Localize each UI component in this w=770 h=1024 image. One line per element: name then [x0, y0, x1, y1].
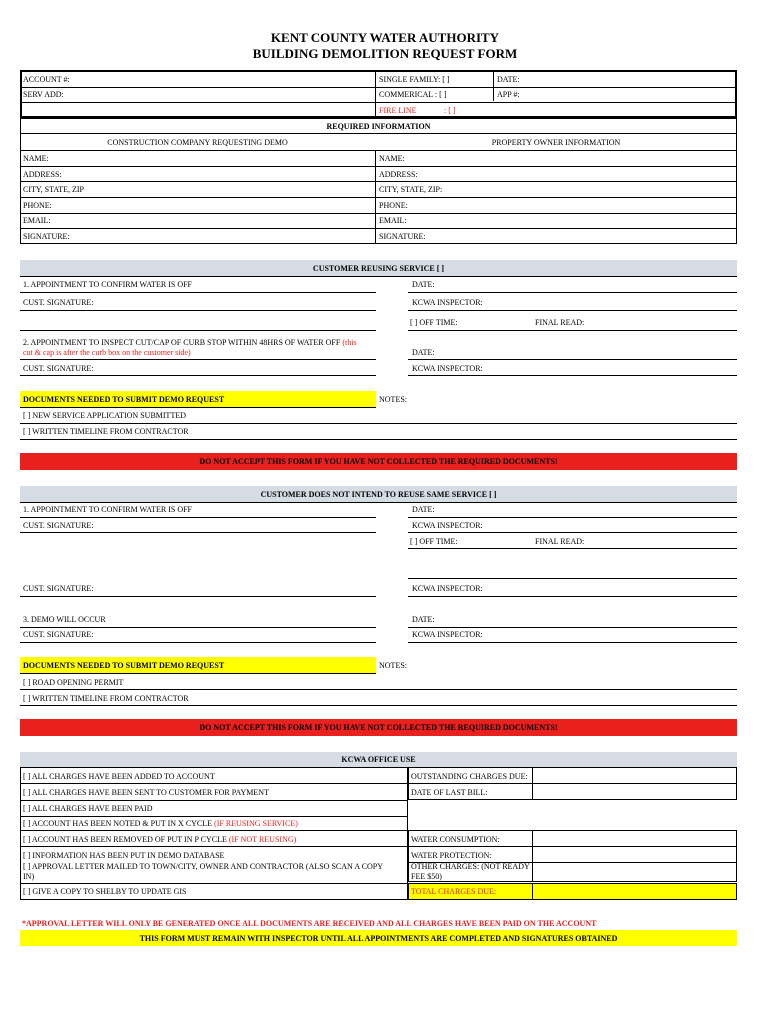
- noreuse-docs-title: DOCUMENTS NEEDED TO SUBMIT DEMO REQUEST: [23, 661, 225, 670]
- office-section-title: KCWA OFFICE USE: [341, 755, 416, 764]
- reuse-cust-signature-2[interactable]: CUST. SIGNATURE:: [23, 364, 94, 373]
- commercial-checkbox[interactable]: COMMERICAL : [ ]: [379, 90, 447, 99]
- contractor-email-field[interactable]: EMAIL:: [23, 216, 51, 225]
- reuse-appt1-date[interactable]: DATE:: [412, 280, 435, 289]
- required-info-title: REQUIRED INFORMATION: [326, 122, 431, 131]
- noreuse-cust-signature-1[interactable]: CUST. SIGNATURE:: [23, 521, 94, 530]
- noreuse-demo-label: 3. DEMO WILL OCCUR: [23, 615, 106, 624]
- noreuse-notes-label[interactable]: NOTES:: [379, 661, 407, 670]
- reuse-cust-signature-1[interactable]: CUST. SIGNATURE:: [23, 298, 94, 307]
- office-item-approval-letter[interactable]: [ ] APPROVAL LETTER MAILED TO TOWN/CITY, OWNER AND CONTRACTOR (ALSO SCAN A COPY: [23, 862, 384, 871]
- noreuse-doc-road-permit[interactable]: [ ] ROAD OPENING PERMIT: [23, 678, 124, 687]
- warning-text-2: DO NOT ACCEPT THIS FORM IF YOU HAVE NOT COLLECTED THE REQUIRED DOCUMENTS!: [199, 723, 558, 732]
- noreuse-doc-timeline[interactable]: [ ] WRITTEN TIMELINE FROM CONTRACTOR: [23, 694, 189, 703]
- owner-email-field[interactable]: EMAIL:: [379, 216, 407, 225]
- reuse-appt2-label: 2. APPOINTMENT TO INSPECT CUT/CAP OF CURB STOP WITHIN 48HRS OF WATER OFF (this: [23, 338, 357, 347]
- last-bill-date-field[interactable]: DATE OF LAST BILL:: [411, 788, 488, 797]
- warning-text-1: DO NOT ACCEPT THIS FORM IF YOU HAVE NOT COLLECTED THE REQUIRED DOCUMENTS!: [199, 457, 558, 466]
- property-owner-heading: PROPERTY OWNER INFORMATION: [491, 138, 621, 147]
- water-consumption-field[interactable]: WATER CONSUMPTION:: [411, 835, 500, 844]
- reuse-section-title[interactable]: CUSTOMER REUSING SERVICE [ ]: [312, 264, 445, 273]
- owner-name-field[interactable]: NAME:: [379, 154, 405, 163]
- noreuse-section-title[interactable]: CUSTOMER DOES NOT INTEND TO REUSE SAME SERVICE [ ]: [260, 490, 497, 499]
- noreuse-demo-date[interactable]: DATE:: [412, 615, 435, 624]
- approval-note: *APPROVAL LETTER WILL ONLY BE GENERATED ONCE ALL DOCUMENTS ARE RECEIVED AND ALL CHARGES HAVE BEEN PAID ON THE ACCOUNT: [22, 919, 597, 928]
- reuse-appt1-label: 1. APPOINTMENT TO CONFIRM WATER IS OFF: [23, 280, 192, 289]
- office-item-p-cycle[interactable]: [ ] ACCOUNT HAS BEEN REMOVED OF PUT IN P CYCLE (IF NOT REUSING): [23, 835, 297, 844]
- reuse-notes-label[interactable]: NOTES:: [379, 395, 407, 404]
- account-field[interactable]: ACCOUNT #:: [23, 75, 70, 84]
- office-item-charges-paid[interactable]: [ ] ALL CHARGES HAVE BEEN PAID: [23, 804, 153, 813]
- reuse-inspector-2[interactable]: KCWA INSPECTOR:: [412, 364, 483, 373]
- noreuse-appt1-date[interactable]: DATE:: [412, 505, 435, 514]
- reuse-off-time-checkbox[interactable]: [ ] OFF TIME:: [410, 318, 458, 327]
- contractor-address-field[interactable]: ADDRESS:: [23, 170, 62, 179]
- fire-line-checkbox[interactable]: : [ ]: [444, 106, 456, 115]
- contractor-name-field[interactable]: NAME:: [23, 154, 49, 163]
- office-item-gis[interactable]: [ ] GIVE A COPY TO SHELBY TO UPDATE GIS: [23, 887, 187, 896]
- reuse-inspector-1[interactable]: KCWA INSPECTOR:: [412, 298, 483, 307]
- noreuse-appt1-label: 1. APPOINTMENT TO CONFIRM WATER IS OFF: [23, 505, 192, 514]
- form-title: BUILDING DEMOLITION REQUEST FORM: [252, 46, 518, 61]
- other-charges-note: FEE $50): [411, 872, 442, 881]
- owner-signature-field[interactable]: SIGNATURE:: [379, 232, 426, 241]
- footer-banner-text: THIS FORM MUST REMAIN WITH INSPECTOR UNTIL ALL APPOINTMENTS ARE COMPLETED AND SIGNATURES OBTAINED: [139, 934, 618, 943]
- other-charges-field[interactable]: OTHER CHARGES: (NOT READY: [411, 862, 530, 871]
- app-field[interactable]: APP #:: [497, 90, 520, 99]
- fire-line-label: FIRE LINE: [379, 106, 417, 115]
- reuse-doc-timeline[interactable]: [ ] WRITTEN TIMELINE FROM CONTRACTOR: [23, 427, 189, 436]
- noreuse-cust-signature-2[interactable]: CUST. SIGNATURE:: [23, 584, 94, 593]
- office-item-demo-database[interactable]: [ ] INFORMATION HAS BEEN PUT IN DEMO DATABASE: [23, 851, 225, 860]
- reuse-doc-new-service[interactable]: [ ] NEW SERVICE APPLICATION SUBMITTED: [23, 411, 186, 420]
- contractor-phone-field[interactable]: PHONE:: [23, 201, 52, 210]
- office-item-charges-sent[interactable]: [ ] ALL CHARGES HAVE BEEN SENT TO CUSTOMER FOR PAYMENT: [23, 788, 269, 797]
- contractor-signature-field[interactable]: SIGNATURE:: [23, 232, 70, 241]
- owner-address-field[interactable]: ADDRESS:: [379, 170, 418, 179]
- noreuse-inspector-3[interactable]: KCWA INSPECTOR:: [412, 630, 483, 639]
- serv-add-field[interactable]: SERV ADD:: [23, 90, 64, 99]
- office-item-charges-added[interactable]: [ ] ALL CHARGES HAVE BEEN ADDED TO ACCOUNT: [23, 772, 215, 781]
- reuse-final-read[interactable]: FINAL READ:: [535, 318, 585, 327]
- date-field[interactable]: DATE:: [497, 75, 520, 84]
- noreuse-off-time-checkbox[interactable]: [ ] OFF TIME:: [410, 537, 458, 546]
- noreuse-cust-signature-3[interactable]: CUST. SIGNATURE:: [23, 630, 94, 639]
- noreuse-inspector-1[interactable]: KCWA INSPECTOR:: [412, 521, 483, 530]
- noreuse-inspector-2[interactable]: KCWA INSPECTOR:: [412, 584, 483, 593]
- single-family-checkbox[interactable]: SINGLE FAMILY: [ ]: [379, 75, 450, 84]
- office-item-approval-letter-cont: IN): [23, 872, 35, 881]
- office-item-x-cycle[interactable]: [ ] ACCOUNT HAS BEEN NOTED & PUT IN X CYCLE (IF REUSING SERVICE): [23, 819, 298, 828]
- reuse-appt2-date[interactable]: DATE:: [412, 348, 435, 357]
- water-protection-field[interactable]: WATER PROTECTION:: [411, 851, 492, 860]
- outstanding-charges-field[interactable]: OUTSTANDING CHARGES DUE:: [411, 772, 528, 781]
- total-charges-field[interactable]: TOTAL CHARGES DUE:: [411, 887, 497, 896]
- construction-company-heading: CONSTRUCTION COMPANY REQUESTING DEMO: [107, 138, 288, 147]
- office-checklist-box: [20, 767, 408, 900]
- reuse-docs-title: DOCUMENTS NEEDED TO SUBMIT DEMO REQUEST: [23, 395, 225, 404]
- contractor-city-field[interactable]: CITY, STATE, ZIP: [23, 185, 84, 194]
- reuse-appt2-note: cut & cap is after the curb box on the customer side): [23, 348, 191, 357]
- org-title: KENT COUNTY WATER AUTHORITY: [270, 30, 500, 45]
- owner-phone-field[interactable]: PHONE:: [379, 201, 408, 210]
- owner-city-field[interactable]: CITY, STATE, ZIP:: [379, 185, 443, 194]
- noreuse-final-read[interactable]: FINAL READ:: [535, 537, 585, 546]
